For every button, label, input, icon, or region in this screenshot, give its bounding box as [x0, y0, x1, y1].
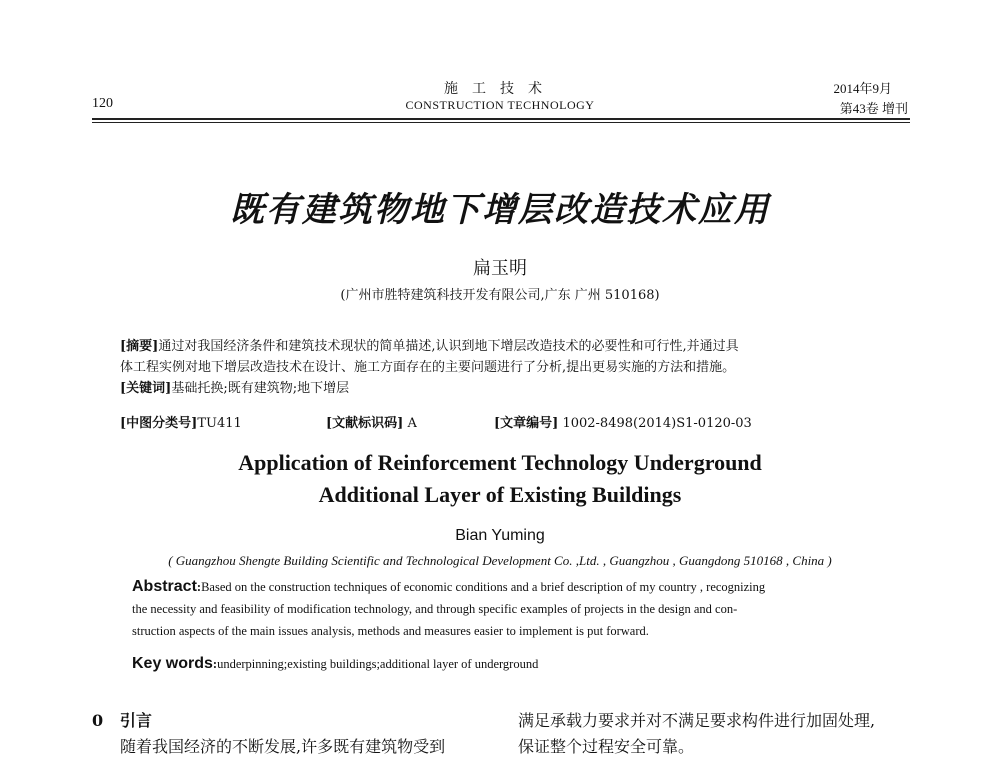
journal-title-en: CONSTRUCTION TECHNOLOGY — [405, 98, 595, 112]
journal-title-cn: 施工技术 — [444, 81, 556, 97]
header-rule-thin — [92, 122, 910, 123]
abstract-cn-line1: [摘要]通过对我国经济条件和建筑技术现状的简单描述,认识到地下增层改造技术的必要性和可行性,并通过具 — [120, 339, 739, 354]
article-title-en-line1: Application of Reinforcement Technology Underground — [238, 450, 762, 475]
keywords-en-text: underpinning;existing buildings;additional layer of underground — [217, 657, 539, 671]
body-text-right-line1: 满足承载力要求并对不满足要求构件进行加固处理, — [518, 711, 876, 730]
affiliation-cn: (广州市胜特建筑科技开发有限公司,广东 广州 510168) — [340, 288, 660, 303]
author-cn: 扁玉明 — [473, 258, 527, 279]
author-en: Bian Yuming — [455, 527, 545, 544]
body-text-right-line2: 保证整个过程安全可靠。 — [518, 737, 695, 756]
abstract-en-label: Abstract — [132, 578, 197, 595]
document-code: [文献标识码] A — [326, 416, 417, 431]
keywords-cn-text: 基础托换;既有建筑物;地下增层 — [171, 381, 350, 396]
abstract-cn-label: [摘要] — [120, 339, 159, 354]
affiliation-en: ( Guangzhou Shengte Building Scientific and Technological Development Co. ,Ltd. , Guangzhou , Guangdong 510168 , China ) — [168, 553, 832, 568]
article-number: [文章编号] 1002-8498(2014)S1-0120-03 — [494, 416, 752, 431]
abstract-en: Abstract:Based on the construction techniques of economic conditions and a brief description of my country , recognizing the necessity and feasibility of modification technology, and through specific examples of projects in the design and con- struction aspects of the main issues analysis, methods and measures easier to implement is put forward. — [132, 578, 766, 638]
keywords-en-label: Key words — [132, 655, 213, 672]
clc-number: [中图分类号]TU411 — [120, 416, 242, 431]
keywords-en: Key words:underpinning;existing buildings;additional layer of underground — [132, 655, 539, 672]
header-rule-thick — [92, 118, 910, 120]
issue-date: 2014年9月 — [833, 81, 892, 96]
keywords-cn — [120, 378, 890, 399]
section-heading-intro: 0 引言 — [92, 711, 152, 730]
issue-volume: 第43卷 增刊 — [839, 101, 908, 116]
article-title-cn: 既有建筑物地下增层改造技术应用 — [230, 190, 770, 230]
abstract-cn-line2: 体工程实例对地下增层改造技术在设计、施工方面存在的主要问题进行了分析,提出更易实施的方法和措施。 — [120, 360, 736, 375]
body-text-left: 随着我国经济的不断发展,许多既有建筑物受到 — [120, 737, 446, 756]
article-title-en-line2: Additional Layer of Existing Buildings — [318, 482, 682, 507]
keywords-cn-label: [关键词] — [120, 381, 172, 396]
page-number: 120 — [92, 96, 113, 111]
abstract-cn — [120, 336, 890, 399]
